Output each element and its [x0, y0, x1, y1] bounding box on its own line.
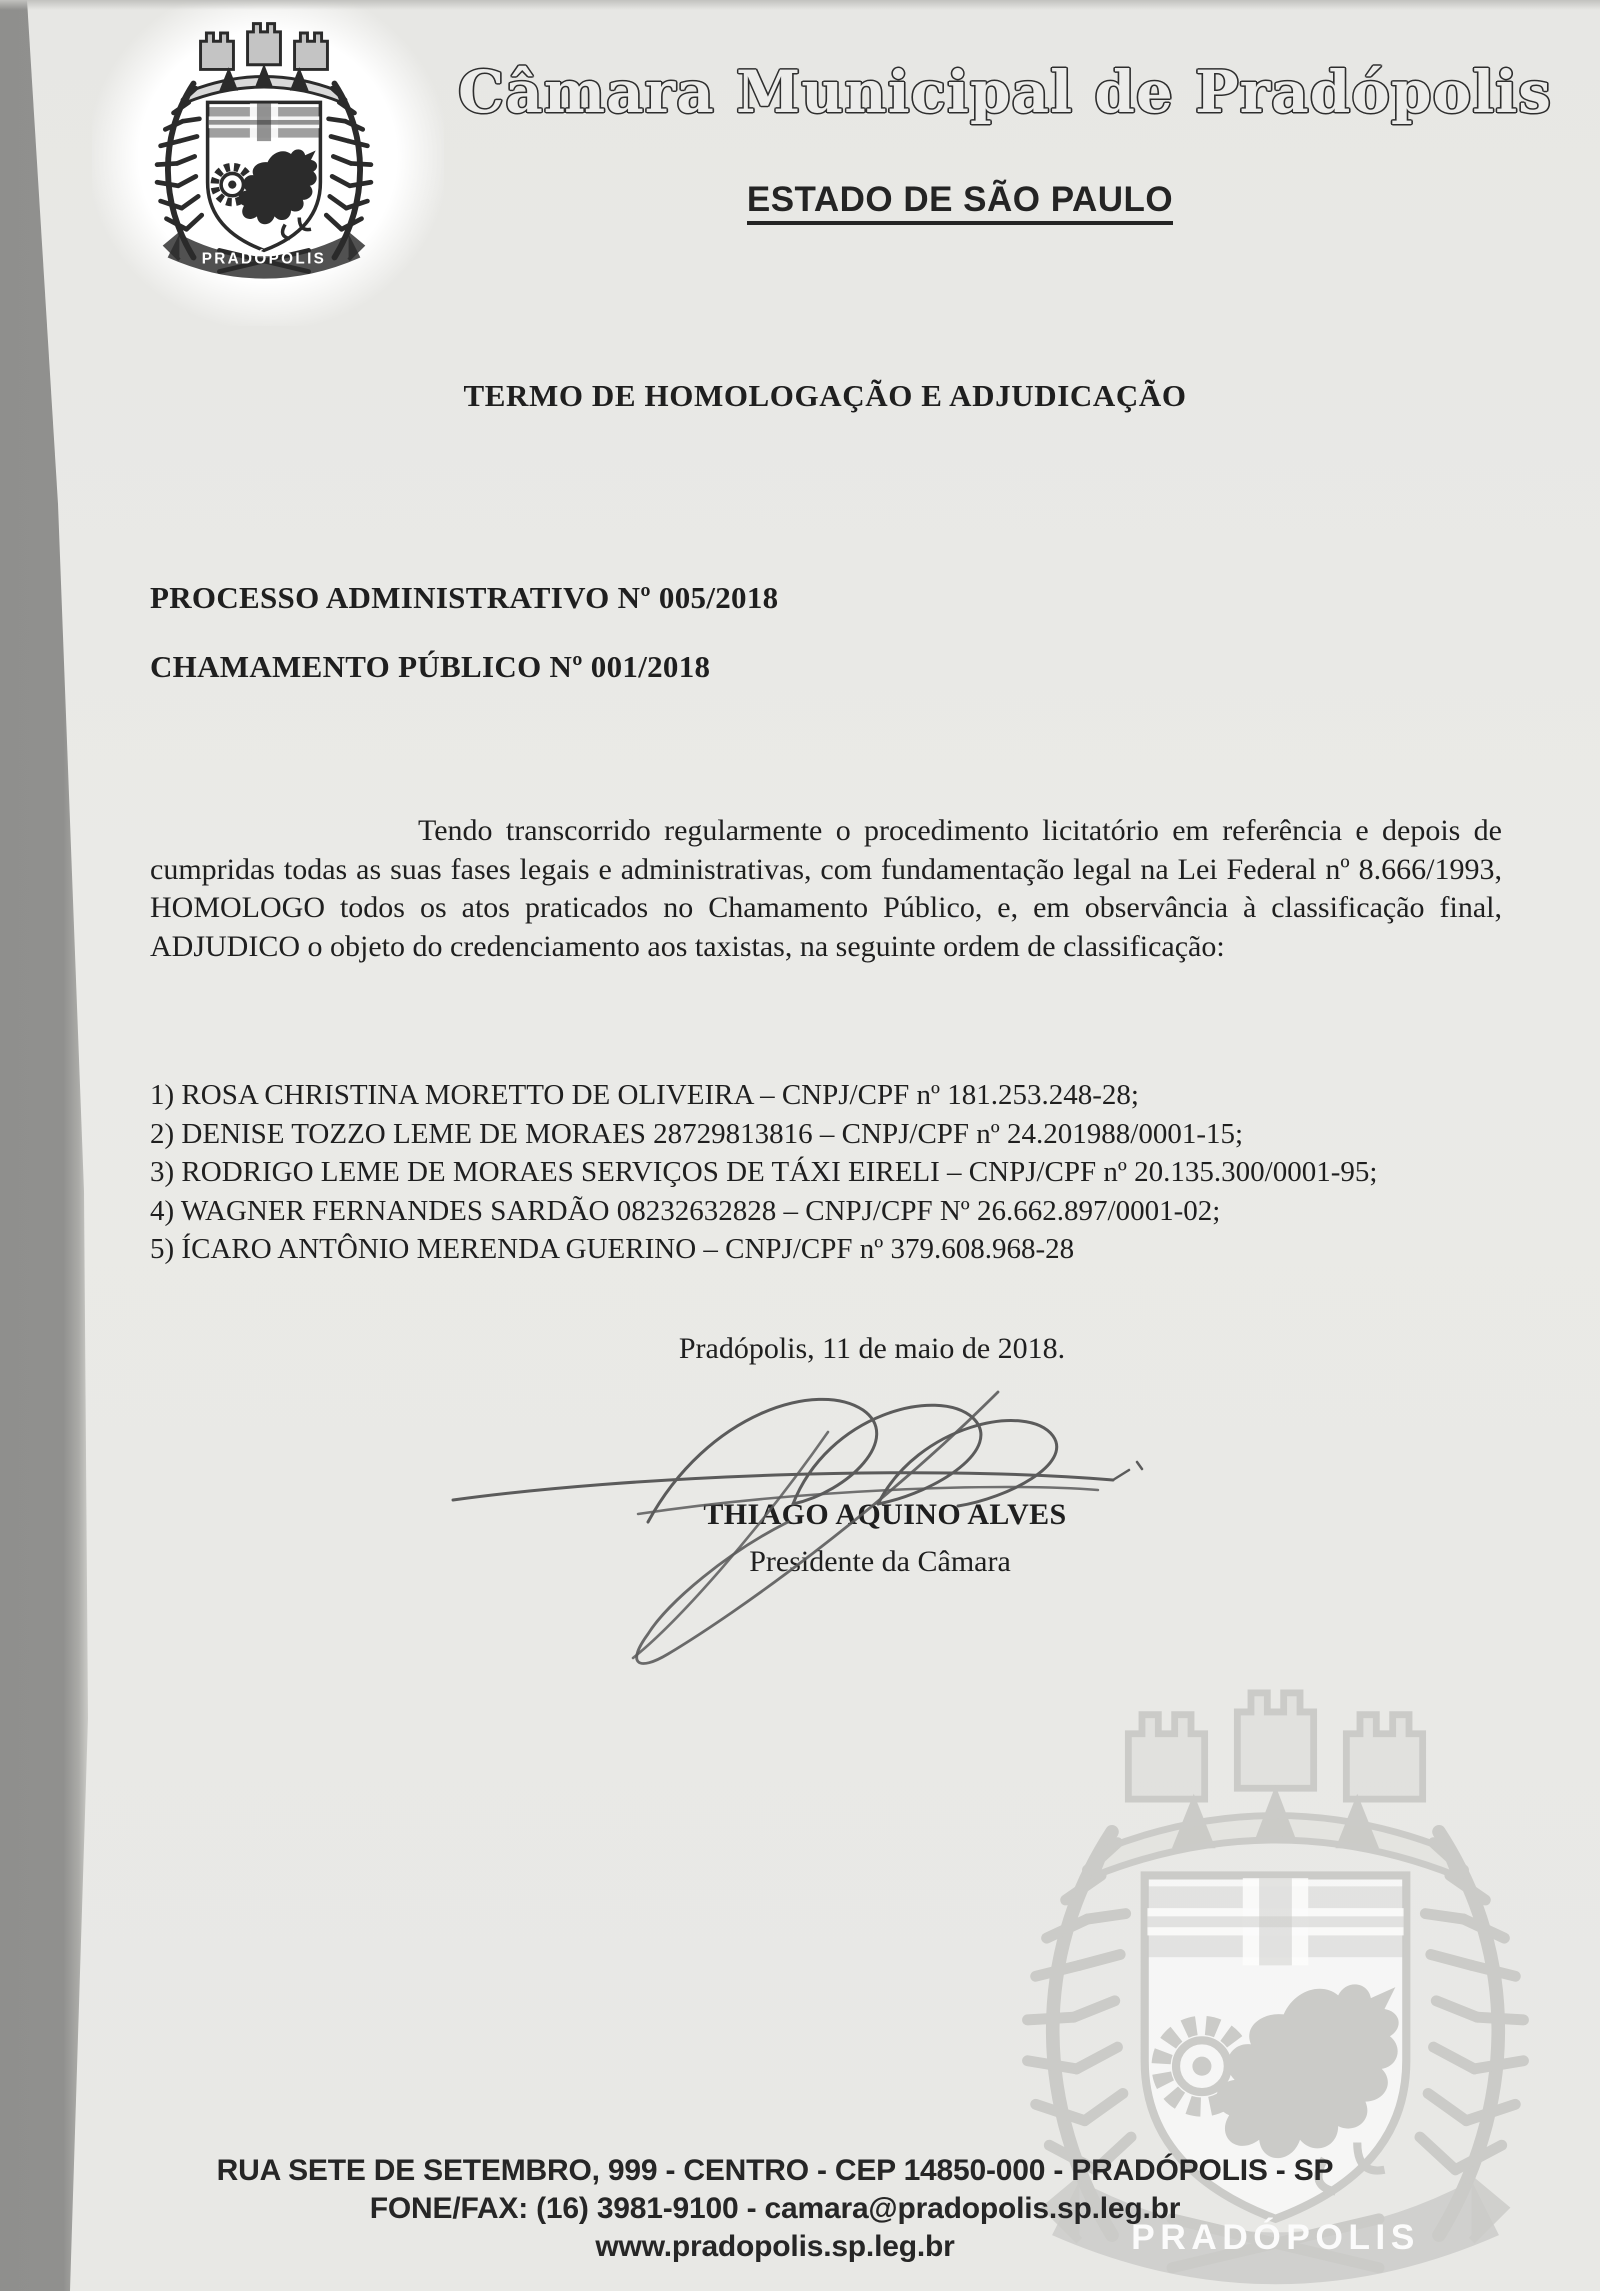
- list-item: 1) ROSA CHRISTINA MORETTO DE OLIVEIRA – CNPJ/CPF nº 181.253.248-28;: [150, 1079, 1139, 1111]
- list-item: 5) ÍCARO ANTÔNIO MERENDA GUERINO – CNPJ/CPF nº 379.608.968-28: [150, 1233, 1075, 1265]
- public-call-line: CHAMAMENTO PÚBLICO Nº 001/2018: [150, 649, 711, 684]
- list-item: 3) RODRIGO LEME DE MORAES SERVIÇOS DE TÁXI EIRELI – CNPJ/CPF nº 20.135.300/0001-95;: [150, 1156, 1378, 1188]
- document-title: TERMO DE HOMOLOGAÇÃO E ADJUDICAÇÃO: [463, 378, 1187, 413]
- body-paragraph: Tendo transcorrido regularmente o procedimento licitatório em referência e depois de cumpridas todas as suas fases legais e administrativas, com fundamentação legal na Lei Federal nº 8.666/1993, HOMOLOGO todos os atos praticados no Chamamento Público, e, em observância à classificação final, ADJUDICO o objeto do credenciamento aos taxistas, na seguinte ordem de classificação:: [150, 814, 1502, 963]
- footer-website: www.pradopolis.sp.leg.br: [595, 2230, 955, 2263]
- signer-title: Presidente da Câmara: [749, 1545, 1011, 1578]
- classification-list: [150, 1076, 1550, 1269]
- organization-name: Câmara Municipal de Pradópolis: [458, 58, 1552, 126]
- state-line: ESTADO DE SÃO PAULO: [747, 180, 1173, 225]
- date-line: Pradópolis, 11 de maio de 2018.: [678, 1332, 1066, 1365]
- list-item: 2) DENISE TOZZO LEME DE MORAES 28729813816 – CNPJ/CPF nº 24.201988/0001-15;: [150, 1117, 1244, 1150]
- footer-address: RUA SETE DE SETEMBRO, 999 - CENTRO - CEP 14850-000 - PRADÓPOLIS - SP: [216, 2154, 1334, 2187]
- state-line-wrapper: [420, 180, 1500, 220]
- scanner-edge-shadow: [0, 0, 96, 2291]
- process-number-line: PROCESSO ADMINISTRATIVO Nº 005/2018: [150, 580, 779, 615]
- scanner-top-shadow: [0, 0, 1600, 10]
- footer-phone-email: FONE/FAX: (16) 3981-9100 - camara@pradopolis.sp.leg.br: [369, 2192, 1181, 2225]
- coat-of-arms-icon: [118, 6, 410, 288]
- process-block: [150, 580, 1500, 685]
- signer-name: THIAGO AQUINO ALVES: [703, 1498, 1067, 1531]
- list-item: 4) WAGNER FERNANDES SARDÃO 08232632828 – CNPJ/CPF Nº 26.662.897/0001-02;: [150, 1194, 1221, 1227]
- footer: [70, 2152, 1480, 2266]
- handwritten-signature: [398, 1372, 1158, 1682]
